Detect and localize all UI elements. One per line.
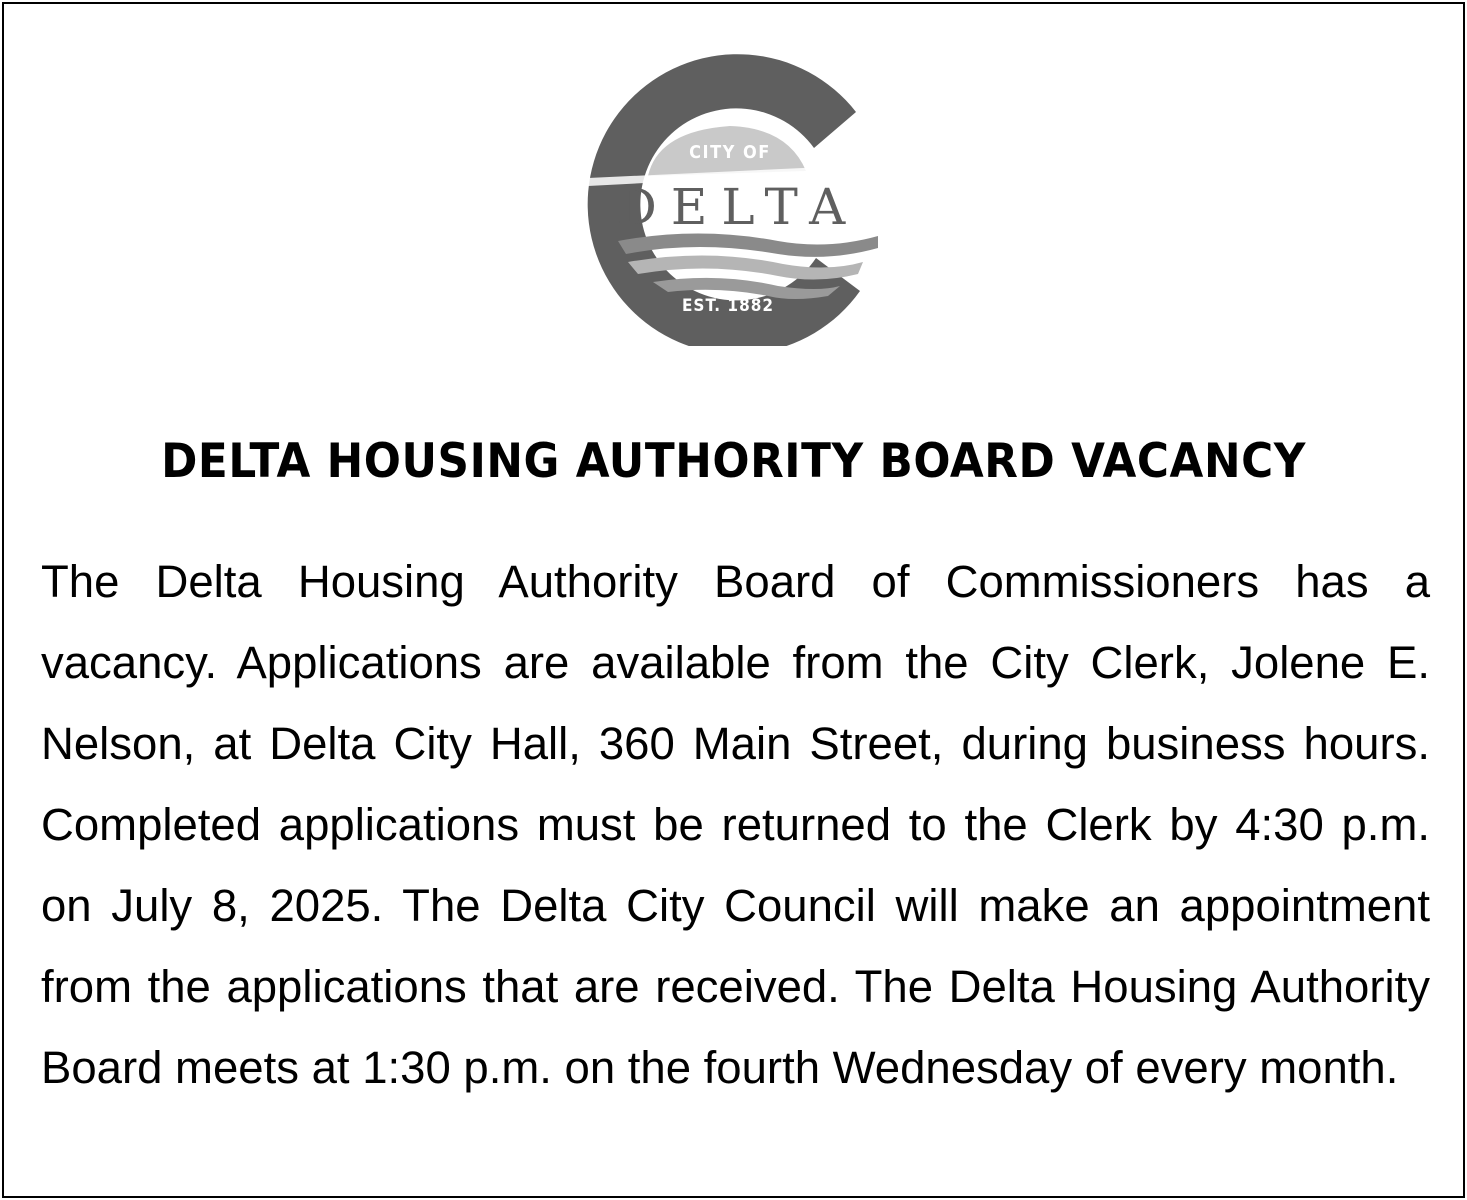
notice-body: The Delta Housing Authority Board of Commissioners has a vacancy. Applications are available from the City Clerk, Jolene E. Nelson, at Delta City Hall, 360 Main Street, during business hours. Completed applications must be returned to the Clerk by 4:30 p.m. on July 8, 2025. The Delta City Council will make an appointment from the applications that are received. The Delta Housing Authority Board meets at 1:30 p.m. on the fourth Wednesday of every month.	[41, 556, 1430, 1093]
logo-wave-1	[618, 234, 878, 257]
logo-delta-wordmark: DELTA	[616, 178, 860, 236]
logo-established-text: EST. 1882	[681, 296, 775, 316]
notice-title: DELTA HOUSING AUTHORITY BOARD VACANCY	[161, 434, 1306, 489]
notice-frame	[2, 2, 1465, 1198]
logo-graphic	[578, 36, 898, 346]
logo-city-of-text: CITY OF	[689, 142, 771, 163]
city-of-delta-logo	[578, 36, 898, 346]
